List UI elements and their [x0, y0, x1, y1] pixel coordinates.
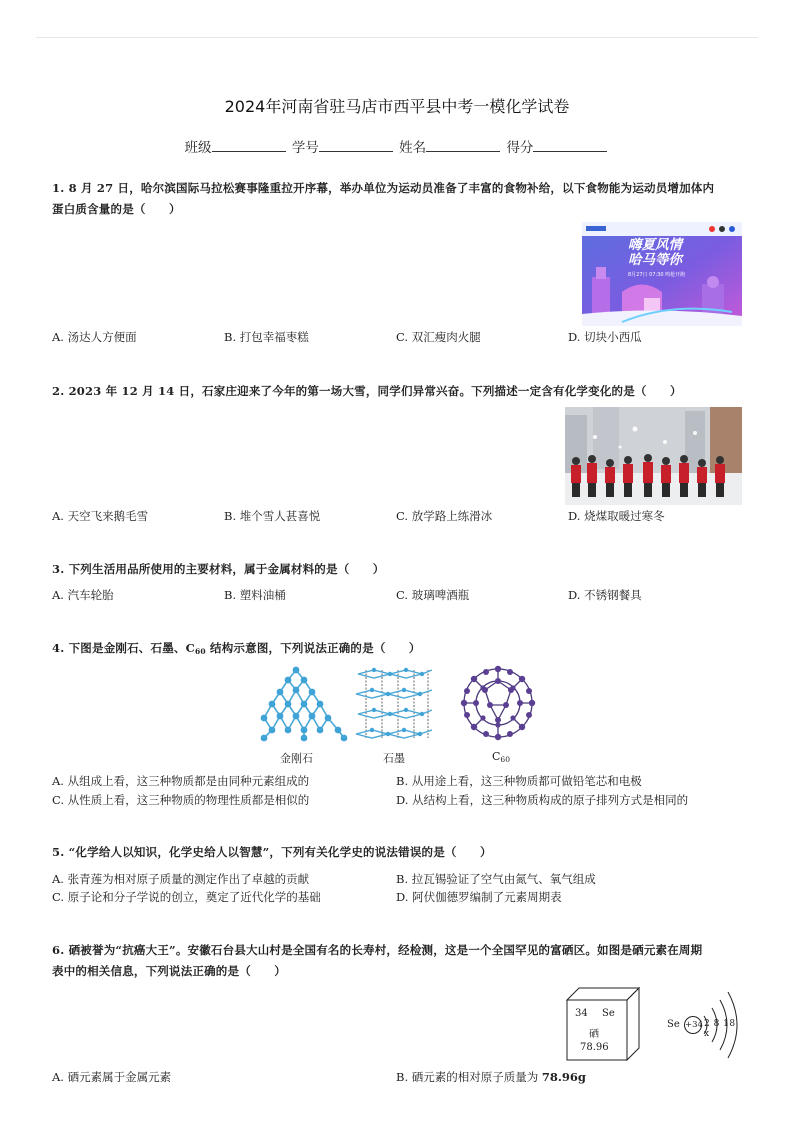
q3-option-b[interactable]: B. 塑料油桶 [224, 588, 286, 602]
exam-title: 2024年河南省驻马店市西平县中考一模化学试卷 [224, 97, 570, 116]
q1-option-d[interactable]: D. 切块小西瓜 [568, 330, 642, 344]
header-divider [36, 37, 758, 38]
q4-option-b[interactable]: B. 从用途上看，这三种物质都可做铅笔芯和电极 [396, 774, 642, 788]
score-label: 得分 [506, 140, 534, 156]
diamond-label: 金刚石 [280, 752, 313, 765]
c60-label: $C_{60}$ [492, 750, 510, 764]
atomic-mass: 78.96 [580, 1042, 609, 1053]
class-label: 班级 [184, 140, 212, 156]
q3-option-c[interactable]: C. 玻璃啤酒瓶 [396, 588, 470, 602]
atom-symbol: Se [667, 1019, 680, 1030]
student-id-blank [319, 139, 393, 152]
q2-option-b[interactable]: B. 堆个雪人甚喜悦 [224, 509, 321, 523]
score-blank [533, 139, 607, 152]
question-4-stem: 4. 下图是金刚石、石墨、$C_{60}$ 结构示意图，下列说法正确的是（ ） [52, 641, 421, 656]
q3-option-a[interactable]: A. 汽车轮胎 [52, 588, 114, 602]
q6-option-a[interactable]: A. 硒元素属于金属元素 [52, 1070, 172, 1084]
q2-option-c[interactable]: C. 放学路上练滑冰 [396, 509, 493, 523]
q4-option-d[interactable]: D. 从结构上看，这三种物质构成的原子排列方式是相同的 [396, 793, 689, 807]
q5-option-d[interactable]: D. 阿伏伽德罗编制了元素周期表 [396, 890, 562, 904]
q1-option-a[interactable]: A. 汤达人方便面 [52, 330, 137, 344]
student-id-label: 学号 [291, 140, 319, 156]
name-label: 姓名 [399, 140, 427, 156]
name-blank [426, 139, 500, 152]
class-blank [212, 139, 286, 152]
nucleus-charge: +34 [685, 1020, 703, 1030]
question-3-stem: 3. 下列生活用品所使用的主要材料，属于金属材料的是（ ） [52, 562, 385, 576]
graphite-structure-diagram [352, 664, 436, 747]
q2-option-d[interactable]: D. 烧煤取暖过寒冬 [568, 509, 665, 523]
q6-option-b-value: 78.96g [541, 1070, 586, 1084]
element-symbol: Se [602, 1008, 615, 1019]
q3-option-d[interactable]: D. 不锈钢餐具 [568, 588, 642, 602]
question-1-stem: 1. 8 月 27 日，哈尔滨国际马拉松赛事隆重拉开序幕，举办单位为运动员准备了丰富的食物补给，以下食物能为运动员增加体内 蛋白质含量的是（ ） [52, 181, 715, 216]
question-6-stem: 6. 硒被誉为“抗癌大王”。安徽石台县大山村是全国有名的长寿村，经检测，这是一个全国罕见的富硒区。如图是硒元素在周期 表中的相关信息，下列说法正确的是（ ） [52, 943, 703, 978]
selenium-atom-structure-diagram [664, 986, 744, 1062]
q6-option-b[interactable]: B. 硒元素的相对原子质量为 78.96g [396, 1070, 586, 1084]
question-5-stem: 5. “化学给人以知识，化学史给人以智慧”，下列有关化学史的说法错误的是（ ） [52, 845, 492, 859]
poster-date: 8月27日 07:30 鸣枪开跑 [628, 272, 686, 278]
q4-option-c[interactable]: C. 从性质上看，这三种物质的物理性质都是相似的 [52, 793, 310, 807]
element-name: 硒 [589, 1029, 599, 1040]
q4-option-a[interactable]: A. 从组成上看，这三种物质都是由同种元素组成的 [52, 774, 310, 788]
q1-option-c[interactable]: C. 双汇瘦肉火腿 [396, 330, 481, 344]
marathon-poster-image [582, 222, 742, 326]
graphite-label: 石墨 [383, 752, 405, 765]
snow-students-photo [565, 407, 742, 505]
student-info-row [0, 136, 794, 156]
q5-option-c[interactable]: C. 原子论和分子学说的创立，奠定了近代化学的基础 [52, 890, 321, 904]
atomic-number: 34 [575, 1008, 588, 1019]
electron-shells: 2 8 18 x [704, 1019, 736, 1039]
q1-option-b[interactable]: B. 打包幸福枣糕 [224, 330, 309, 344]
diamond-structure-diagram [258, 664, 348, 745]
selenium-periodic-cell [565, 986, 641, 1062]
c60-structure-diagram [459, 664, 537, 745]
q5-option-b[interactable]: B. 拉瓦锡验证了空气由氮气、氧气组成 [396, 872, 596, 886]
question-2-stem: 2. 2023 年 12 月 14 日，石家庄迎来了今年的第一场大雪，同学们异常兴奋。下列描述一定含有化学变化的是（ ） [52, 384, 682, 398]
q2-option-a[interactable]: A. 天空飞来鹅毛雪 [52, 509, 149, 523]
q5-option-a[interactable]: A. 张青莲为相对原子质量的测定作出了卓越的贡献 [52, 872, 310, 886]
poster-headline: 嗨夏风情 哈马等你 [628, 237, 682, 268]
